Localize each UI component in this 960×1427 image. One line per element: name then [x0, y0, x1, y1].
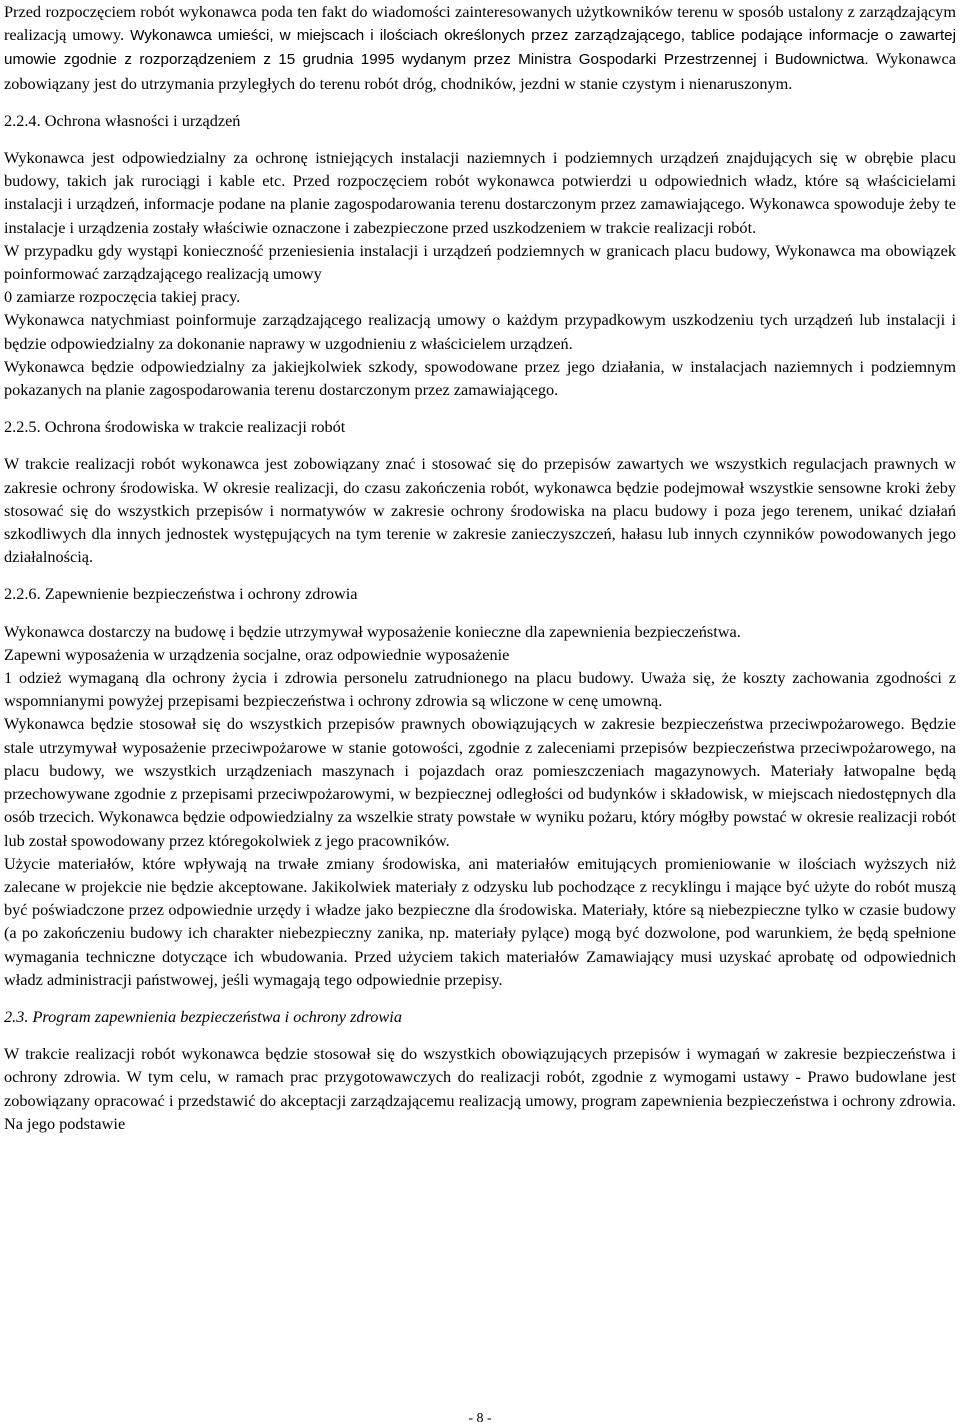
- intro-text: Przed rozpoczęciem robót wykonawca poda ten fakt do wiadomości zainteresowanych użytkowników terenu w sposób ustalony z zarządzającym realizacją umowy.: [4, 2, 956, 45]
- paragraph: 0 zamiarze rozpoczęcia takiej pracy.: [4, 287, 241, 307]
- intro-paragraph: [4, 0, 956, 95]
- document-page: [4, 0, 956, 1135]
- paragraph: Wykonawca będzie stosował się do wszystkich przepisów prawnych obowiązujących w zakresie bezpieczeństwa przeciwpożarowego. Będzie stale utrzymywał wyposażenie przeciwpożarowe w stanie gotowości, zgodnie z zaleceniami przepisów bezpieczeństwa przeciwpożarowego, na placu budowy, we wszystkich urządzeniach maszynach i pojazdach oraz pomieszczeniach magazynowych. Materiały łatwopalne będą przechowywane zgodnie z przepisami przeciwpożarowymi, w bezpiecznej odległości od budynków i składowisk, w miejscach niedostępnych dla osób trzecich. Wykonawca będzie odpowiedzialny za wszelkie straty powstałe w wyniku pożaru, który mógłby powstać w okresie realizacji robót lub został spowodowany przez któregokolwiek z jego pracowników.: [4, 714, 956, 850]
- paragraph: W trakcie realizacji robót wykonawca będzie stosował się do wszystkich obowiązujących przepisów i wymagań w zakresie bezpieczeństwa i ochrony zdrowia. W tym celu, w ramach prac przygotowawczych do realizacji robót, zgodnie z wymogami ustawy - Prawo budowlane jest zobowiązany opracować i przedstawić do akceptacji zarządzającemu realizacją umowy, program zapewnienia bezpieczeństwa i ochrony zdrowia. Na jego podstawie: [4, 1044, 956, 1133]
- paragraph: Wykonawca natychmiast poinformuje zarządzającego realizacją umowy o każdym przypadkowym uszkodzeniu tych urządzeń lub instalacji i będzie odpowiedzialny za dokonanie naprawy w uzgodnieniu z właścicielem urządzeń.: [4, 310, 956, 353]
- paragraph: 1 odzież wymaganą dla ochrony życia i zdrowia personelu zatrudnionego na placu budowy. Uważa się, że koszty zachowania zgodności z wspomnianymi powyżej przepisami bezpieczeństwa i ochrony zdrowia są wliczone w cenę umowną.: [4, 668, 956, 711]
- section-heading-2-2-6: 2.2.6. Zapewnienie bezpieczeństwa i ochrony zdrowia: [4, 584, 358, 604]
- paragraph: Wykonawca dostarczy na budowę i będzie utrzymywał wyposażenie konieczne dla zapewnienia bezpieczeństwa.: [4, 621, 741, 641]
- page-number: - 8 -: [468, 1411, 492, 1426]
- paragraph: Wykonawca będzie odpowiedzialny za jakiejkolwiek szkody, spowodowane przez jego działania, w instalacjach naziemnych i podziemnym pokazanych na planie zagospodarowania terenu dostarczonym przez zamawiającego.: [4, 356, 956, 400]
- paragraph: Wykonawca jest odpowiedzialny za ochronę istniejących instalacji naziemnych i podziemnych urządzeń znajdujących się w obrębie placu budowy, takich jak rurociągi i kable etc. Przed rozpoczęciem robót wykonawca potwierdzi u odpowiednich władz, które są właścicielami instalacji i urządzeń, informacje podane na planie zagospodarowania terenu dostarczonym przez zamawiającego. Wykonawca spowoduje żeby te instalacje i urządzenia zostały właściwie oznaczone i zabezpieczone przed uszkodzeniem w trakcie realizacji robót.: [4, 148, 956, 237]
- section-heading-2-2-4: 2.2.4. Ochrona własności i urządzeń: [4, 110, 241, 130]
- paragraph: Użycie materiałów, które wpływają na trwałe zmiany środowiska, ani materiałów emitujących promieniowanie w ilościach wyższych niż zalecane w projekcie nie będzie akceptowane. Jakikolwiek materiały z odzysku lub pochodzące z recyklingu i mające być użyte do robót muszą być poświadczone przez odpowiednie urzędy i władze jako bezpieczne dla środowiska. Materiały, które są niebezpieczne tylko w czasie budowy (a po zakończeniu budowy ich charakter niebezpieczny zanika, np. materiały pylące) mogą być dozwolone, pod warunkiem, że będą spełnione wymagania techniczne dotyczące ich wbudowania. Przed użyciem takich materiałów Zamawiający musi uzyskać aprobatę od odpowiednich władz administracji państwowej, jeśli wymagają tego odpowiednie przepisy.: [4, 853, 956, 989]
- intro-text-sans: Wykonawca umieści, w miejscach i ilościach określonych przez zarządzającego, tablice podające informacje o zawartej umowie zgodnie z rozporządzeniem z 15 grudnia 1995 wydanym przez Ministra Gospodarki Przestrzennej i Budownictwa.: [4, 27, 956, 69]
- paragraph: Zapewni wyposażenia w urządzenia socjalne, oraz odpowiednie wyposażenie: [4, 644, 510, 664]
- intro-text-end: Wykonawca zobowiązany jest do utrzymania przyległych do terenu robót dróg, chodników, jezdni w stanie czystym i nienaruszonym.: [4, 49, 956, 93]
- section-heading-2-3: 2.3. Program zapewnienia bezpieczeństwa i ochrony zdrowia: [4, 1006, 402, 1026]
- paragraph: W przypadku gdy wystąpi konieczność przeniesienia instalacji i urządzeń podziemnych w granicach placu budowy, Wykonawca ma obowiązek poinformować zarządzającego realizacją umowy: [4, 240, 956, 284]
- section-heading-2-2-5: 2.2.5. Ochrona środowiska w trakcie realizacji robót: [4, 417, 346, 437]
- paragraph: W trakcie realizacji robót wykonawca jest zobowiązany znać i stosować się do przepisów zawartych we wszystkich regulacjach prawnych w zakresie ochrony środowiska. W okresie realizacji, do czasu zakończenia robót, wykonawca będzie podejmował wszystkie sensowne kroki żeby stosować się do wszystkich przepisów i normatywów w zakresie ochrony środowiska na placu budowy i poza jego terenem, unikać działań szkodliwych dla innych jednostek występujących na tym terenie w zakresie zanieczyszczeń, hałasu lub innych czynników powodowanych jego działalnością.: [4, 454, 956, 567]
